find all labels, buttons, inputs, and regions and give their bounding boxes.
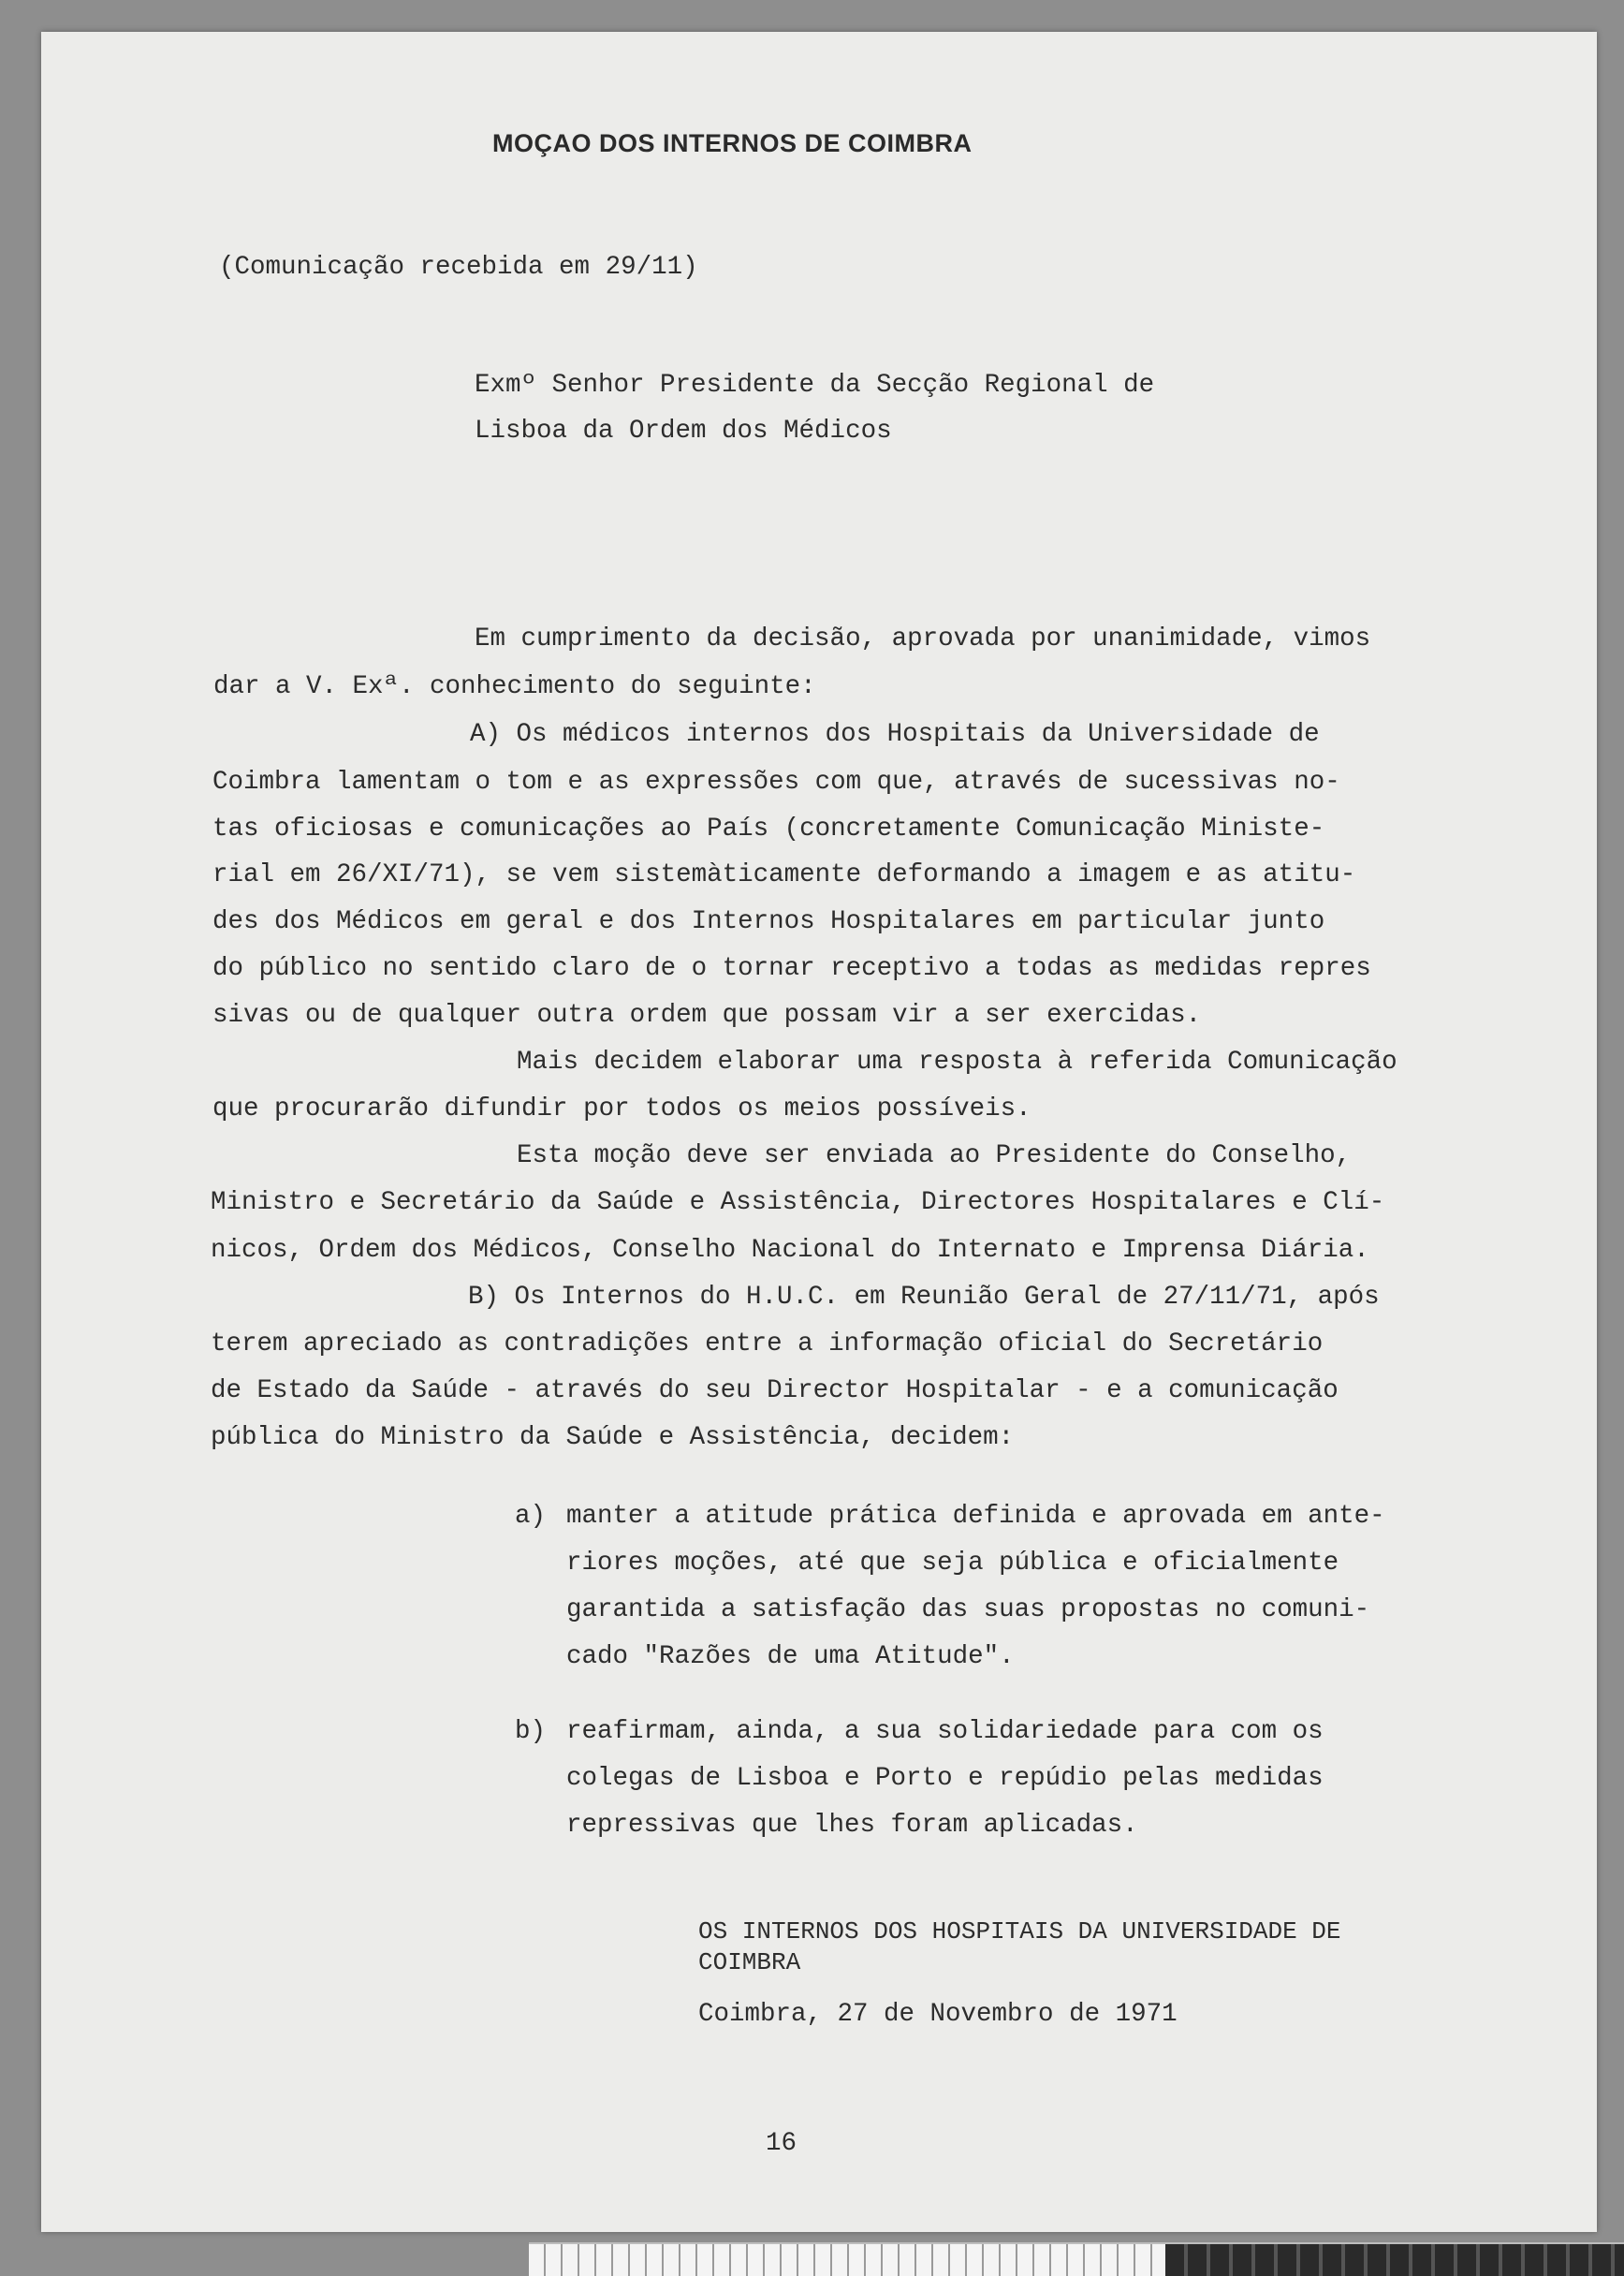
list-marker: b) [515,1717,547,1746]
body-line: Coimbra lamentam o tom e as expressões com que, através de sucessivas no- [212,768,1340,797]
body-line: de Estado da Saúde - através do seu Director Hospitalar - e a comunicação [211,1376,1339,1405]
body-line: do público no sentido claro de o tornar receptivo a todas as medidas repres [212,954,1371,983]
body-line: tas oficiosas e comunicações ao País (concretamente Comunicação Ministe- [212,815,1325,844]
film-edge-strip [529,2242,1624,2276]
addressee-line: Lisboa da Ordem dos Médicos [475,417,892,446]
body-line: Mais decidem elaborar uma resposta à referida Comunicação [517,1048,1397,1077]
film-edge-dark-band [1165,2244,1624,2276]
list-item-line: reafirmam, ainda, a sua solidariedade para com os [566,1717,1324,1746]
signature-line: OS INTERNOS DOS HOSPITAIS DA UNIVERSIDADE DE [698,1917,1341,1946]
place-date: Coimbra, 27 de Novembro de 1971 [698,2000,1178,2029]
document-page [41,32,1597,2232]
list-item-line: garantida a satisfação das suas propostas no comuni- [566,1595,1370,1624]
list-item-line: colegas de Lisboa e Porto e repúdio pelas medidas [566,1764,1324,1793]
body-line: Esta moção deve ser enviada ao Presidente do Conselho, [517,1141,1352,1170]
body-line: pública do Ministro da Saúde e Assistência, decidem: [211,1423,1015,1452]
signature-line: COIMBRA [698,1948,801,1976]
body-line: Ministro e Secretário da Saúde e Assistência, Directores Hospitalares e Clí- [211,1188,1385,1217]
list-item-line: manter a atitude prática definida e aprovada em ante- [566,1502,1385,1531]
body-line: que procurarão difundir por todos os meios possíveis. [212,1094,1031,1123]
document-title: MOÇAO DOS INTERNOS DE COIMBRA [492,129,973,157]
body-line: B) Os Internos do H.U.C. em Reunião Geral de 27/11/71, após [468,1283,1380,1312]
body-line: A) Os médicos internos dos Hospitais da Universidade de [470,720,1320,749]
body-line: sivas ou de qualquer outra ordem que possam vir a ser exercidas. [212,1001,1202,1030]
body-line: rial em 26/XI/71), se vem sistemàticamente deformando a imagem e as atitu- [212,860,1356,889]
body-line: nicos, Ordem dos Médicos, Conselho Nacional do Internato e Imprensa Diária. [211,1236,1369,1265]
body-line: terem apreciado as contradições entre a informação oficial do Secretário [211,1329,1324,1358]
addressee-line: Exmº Senhor Presidente da Secção Regional de [475,371,1155,400]
body-line: des dos Médicos em geral e dos Internos Hospitalares em particular junto [212,907,1325,936]
list-item-line: riores moções, até que seja pública e oficialmente [566,1549,1339,1578]
list-item-line: repressivas que lhes foram aplicadas. [566,1811,1138,1840]
list-item-line: cado "Razões de uma Atitude". [566,1642,1015,1671]
list-marker: a) [515,1502,547,1531]
body-line: Em cumprimento da decisão, aprovada por unanimidade, vimos [475,624,1371,653]
received-note: (Comunicação recebida em 29/11) [219,253,698,282]
page-number: 16 [766,2129,797,2158]
body-line: dar a V. Exª. conhecimento do seguinte: [213,672,816,701]
